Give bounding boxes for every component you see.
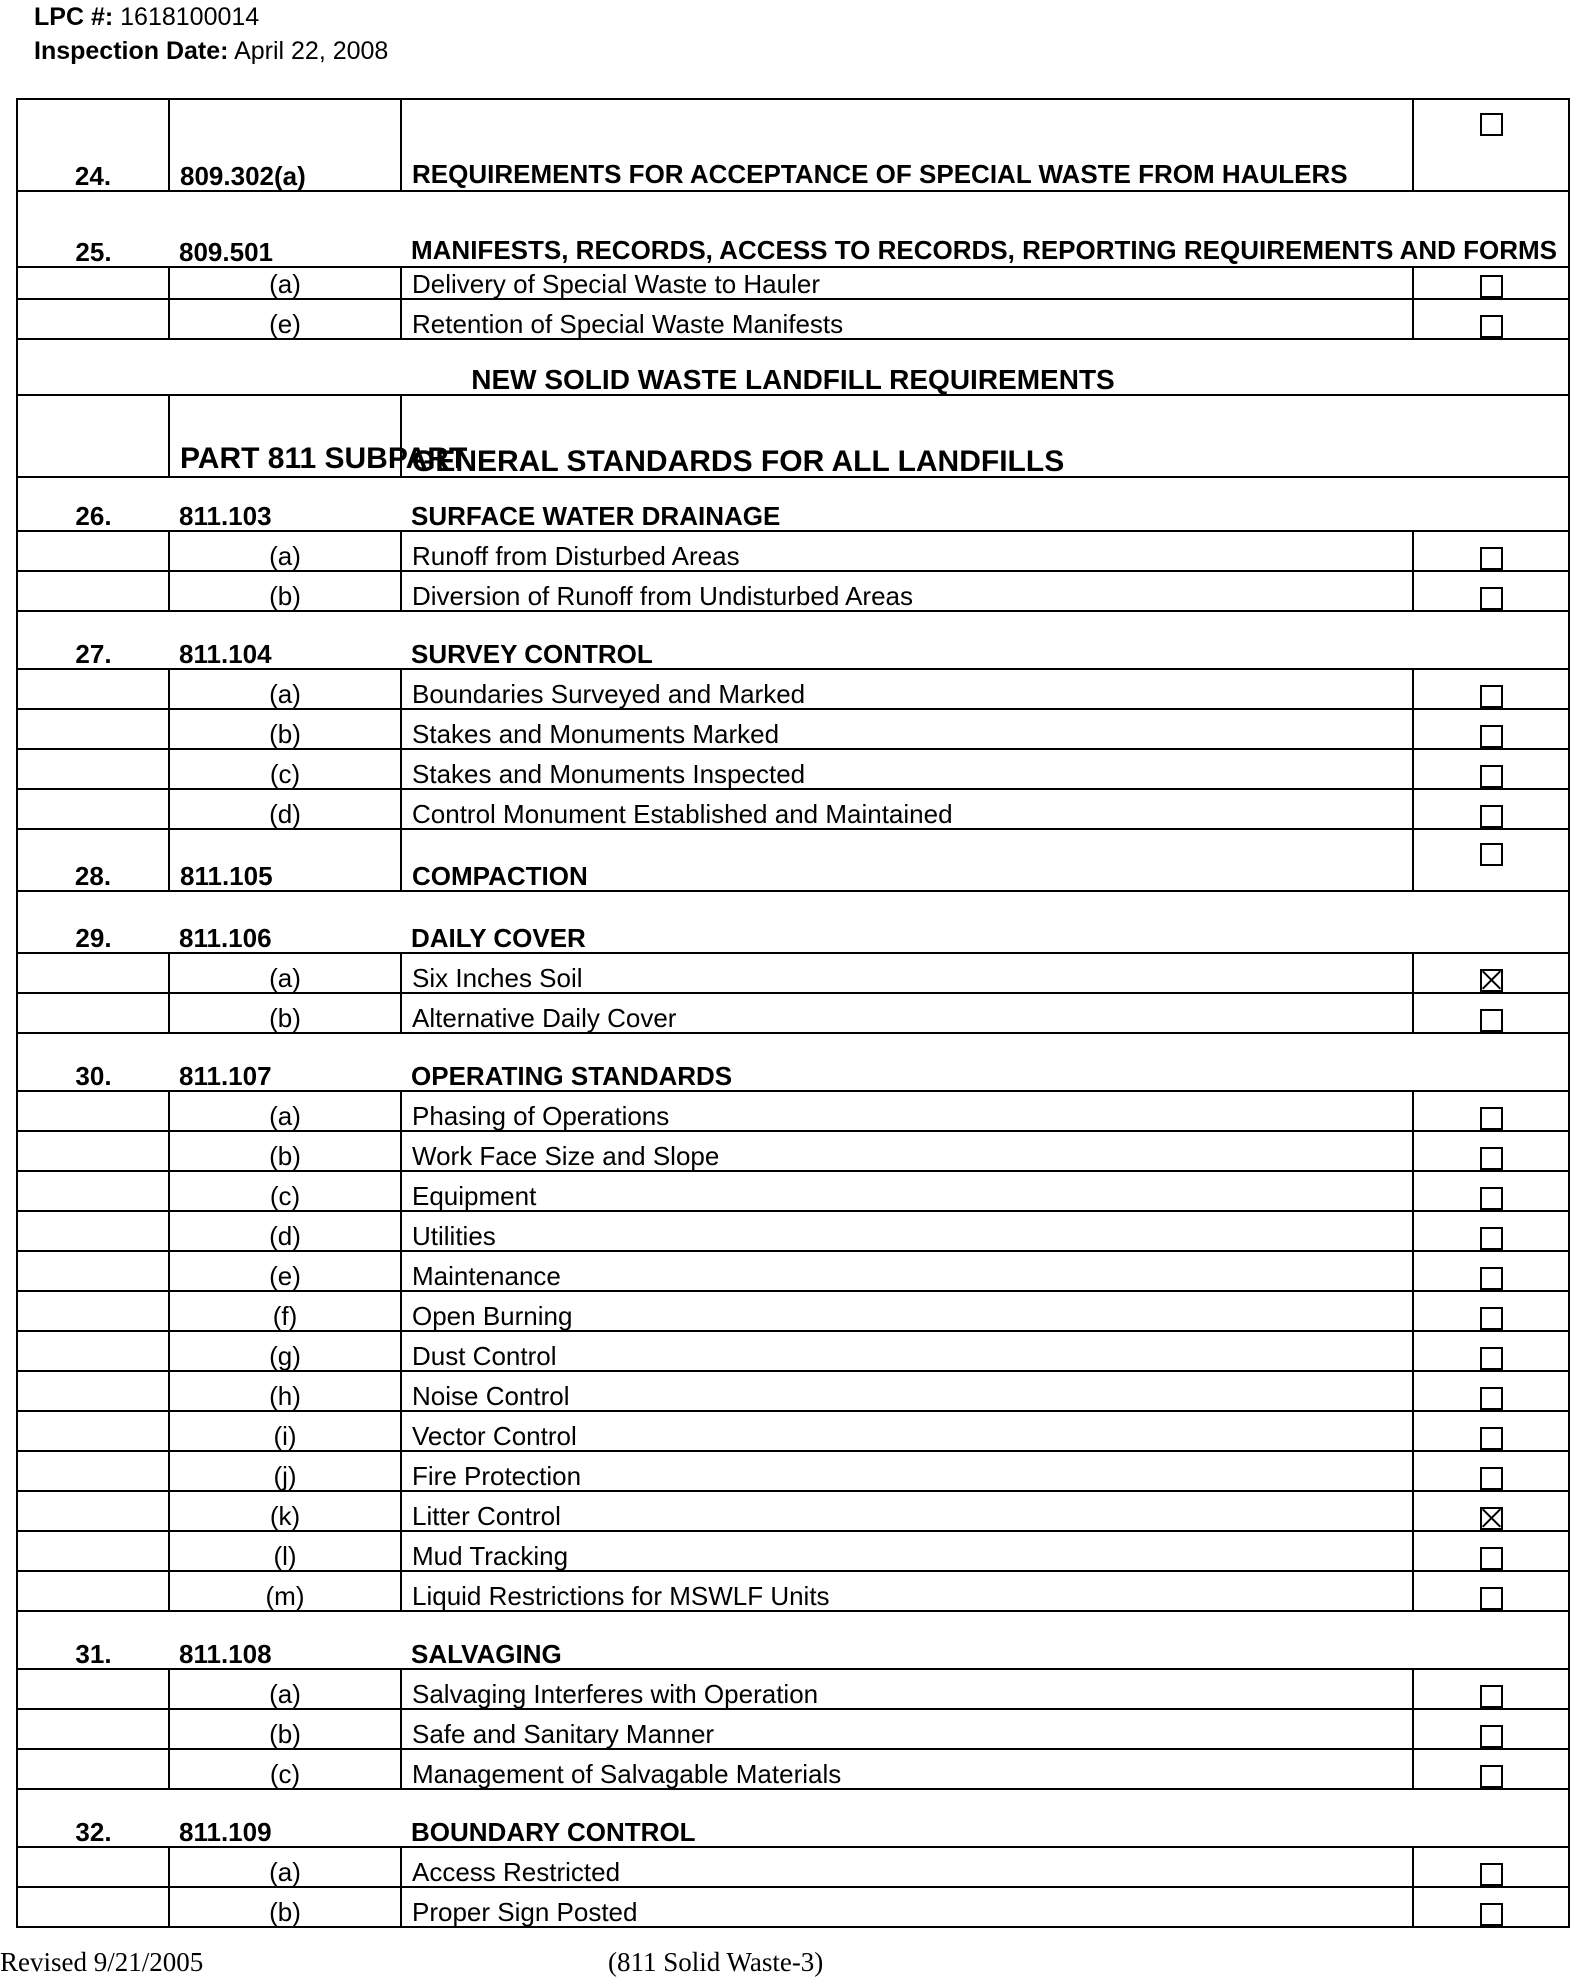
section-code: 811.108 bbox=[169, 1611, 401, 1669]
section-code: 811.104 bbox=[169, 611, 401, 669]
checkbox[interactable] bbox=[1480, 1009, 1503, 1032]
blank-cell bbox=[17, 993, 169, 1033]
checkbox[interactable] bbox=[1480, 587, 1503, 610]
table-row bbox=[17, 1131, 1569, 1171]
blank-cell bbox=[17, 709, 169, 749]
table-row bbox=[17, 191, 1569, 267]
item-title: REQUIREMENTS FOR ACCEPTANCE OF SPECIAL WASTE FROM HAULERS bbox=[401, 99, 1413, 191]
checkbox-cell bbox=[1413, 993, 1569, 1033]
table-row bbox=[17, 531, 1569, 571]
sub-item-label: (m) bbox=[169, 1571, 401, 1611]
checkbox-cell bbox=[1413, 1291, 1569, 1331]
sub-item-text: Phasing of Operations bbox=[401, 1091, 1413, 1131]
sub-item-label: (e) bbox=[169, 299, 401, 339]
section-code: 811.109 bbox=[169, 1789, 401, 1847]
checkbox[interactable] bbox=[1480, 1903, 1503, 1926]
table-row bbox=[17, 1451, 1569, 1491]
sub-item-label: (e) bbox=[169, 1251, 401, 1291]
table-row bbox=[17, 267, 1569, 299]
table-row bbox=[17, 789, 1569, 829]
sub-item-label: (a) bbox=[169, 1669, 401, 1709]
table-row bbox=[17, 1411, 1569, 1451]
checkbox-cell bbox=[1413, 829, 1569, 891]
checkbox[interactable] bbox=[1480, 765, 1503, 788]
item-number: 29. bbox=[17, 891, 169, 953]
table-row bbox=[17, 993, 1569, 1033]
checkbox-cell bbox=[1413, 1451, 1569, 1491]
lpc-number bbox=[34, 2, 259, 32]
blank-cell bbox=[17, 1371, 169, 1411]
checkbox[interactable] bbox=[1480, 1507, 1503, 1530]
sub-item-label: (j) bbox=[169, 1451, 401, 1491]
sub-item-text: Stakes and Monuments Inspected bbox=[401, 749, 1413, 789]
blank-cell bbox=[17, 1211, 169, 1251]
checkbox[interactable] bbox=[1480, 1187, 1503, 1210]
sub-item-text: Alternative Daily Cover bbox=[401, 993, 1413, 1033]
blank-cell bbox=[17, 1709, 169, 1749]
section-code: 811.103 bbox=[169, 477, 401, 531]
blank-cell bbox=[17, 531, 169, 571]
section-code: 811.105 bbox=[169, 829, 401, 891]
sub-item-label: (b) bbox=[169, 1131, 401, 1171]
sub-item-text: Utilities bbox=[401, 1211, 1413, 1251]
sub-item-text: Control Monument Established and Maintained bbox=[401, 789, 1413, 829]
checkbox[interactable] bbox=[1480, 1685, 1503, 1708]
table-row bbox=[17, 749, 1569, 789]
checkbox-cell bbox=[1413, 789, 1569, 829]
checkbox[interactable] bbox=[1480, 1227, 1503, 1250]
section-code: 809.501 bbox=[169, 191, 401, 267]
sub-item-label: (i) bbox=[169, 1411, 401, 1451]
checkbox[interactable] bbox=[1480, 1725, 1503, 1748]
blank-cell bbox=[17, 395, 169, 477]
checkbox-cell bbox=[1413, 1531, 1569, 1571]
table-row bbox=[17, 1669, 1569, 1709]
checkbox[interactable] bbox=[1480, 685, 1503, 708]
blank-cell bbox=[17, 1531, 169, 1571]
sub-item-label: (a) bbox=[169, 531, 401, 571]
checkbox-cell bbox=[1413, 1211, 1569, 1251]
checkbox-cell bbox=[1413, 709, 1569, 749]
checkbox[interactable] bbox=[1480, 1267, 1503, 1290]
checkbox-cell bbox=[1413, 1491, 1569, 1531]
checkbox[interactable] bbox=[1480, 1387, 1503, 1410]
page-reference: (811 Solid Waste-3) bbox=[608, 1947, 824, 1977]
sub-item-label: (b) bbox=[169, 993, 401, 1033]
sub-item-label: (b) bbox=[169, 571, 401, 611]
checkbox-cell bbox=[1413, 953, 1569, 993]
blank-cell bbox=[17, 1171, 169, 1211]
sub-item-text: Maintenance bbox=[401, 1251, 1413, 1291]
lpc-value: 1618100014 bbox=[120, 3, 260, 31]
blank-cell bbox=[17, 299, 169, 339]
sub-item-label: (l) bbox=[169, 1531, 401, 1571]
blank-cell bbox=[17, 1291, 169, 1331]
checkbox-cell bbox=[1413, 531, 1569, 571]
checkbox[interactable] bbox=[1480, 843, 1503, 866]
blank-cell bbox=[17, 749, 169, 789]
sub-item-text: Six Inches Soil bbox=[401, 953, 1413, 993]
table-row bbox=[17, 299, 1569, 339]
checkbox-cell bbox=[1413, 1571, 1569, 1611]
table-row bbox=[17, 709, 1569, 749]
blank-cell bbox=[17, 1669, 169, 1709]
sub-item-text: Diversion of Runoff from Undisturbed Areas bbox=[401, 571, 1413, 611]
item-title: DAILY COVER bbox=[401, 891, 1569, 953]
checkbox[interactable] bbox=[1480, 113, 1503, 136]
item-title: OPERATING STANDARDS bbox=[401, 1033, 1569, 1091]
checkbox-cell bbox=[1413, 299, 1569, 339]
sub-item-label: (h) bbox=[169, 1371, 401, 1411]
table-row bbox=[17, 395, 1569, 477]
sub-item-label: (a) bbox=[169, 1847, 401, 1887]
item-title: SURVEY CONTROL bbox=[401, 611, 1569, 669]
checkbox[interactable] bbox=[1480, 1427, 1503, 1450]
checkbox-cell bbox=[1413, 1749, 1569, 1789]
checkbox[interactable] bbox=[1480, 1347, 1503, 1370]
sub-item-text: Boundaries Surveyed and Marked bbox=[401, 669, 1413, 709]
item-number: 28. bbox=[17, 829, 169, 891]
checkbox[interactable] bbox=[1480, 805, 1503, 828]
checkbox[interactable] bbox=[1480, 1863, 1503, 1886]
checklist-table bbox=[16, 98, 1570, 1928]
blank-cell bbox=[17, 1411, 169, 1451]
sub-item-text: Noise Control bbox=[401, 1371, 1413, 1411]
blank-cell bbox=[17, 1491, 169, 1531]
blank-cell bbox=[17, 1451, 169, 1491]
blank-cell bbox=[17, 571, 169, 611]
checkbox[interactable] bbox=[1480, 725, 1503, 748]
checkbox-cell bbox=[1413, 99, 1569, 191]
checkbox-cell bbox=[1413, 571, 1569, 611]
inspection-date bbox=[34, 36, 388, 66]
table-row bbox=[17, 669, 1569, 709]
part-label: PART 811 SUBPART bbox=[169, 395, 401, 477]
table-row bbox=[17, 99, 1569, 191]
blank-cell bbox=[17, 789, 169, 829]
table-row bbox=[17, 1371, 1569, 1411]
sub-item-label: (d) bbox=[169, 1211, 401, 1251]
sub-item-text: Access Restricted bbox=[401, 1847, 1413, 1887]
sub-item-label: (a) bbox=[169, 669, 401, 709]
blank-cell bbox=[17, 1887, 169, 1927]
sub-item-text: Salvaging Interferes with Operation bbox=[401, 1669, 1413, 1709]
checkbox[interactable] bbox=[1480, 1547, 1503, 1570]
checkbox-cell bbox=[1413, 1091, 1569, 1131]
blank-cell bbox=[17, 1749, 169, 1789]
checkbox-cell bbox=[1413, 1131, 1569, 1171]
checkbox[interactable] bbox=[1480, 969, 1503, 992]
sub-item-text: Stakes and Monuments Marked bbox=[401, 709, 1413, 749]
blank-cell bbox=[17, 1131, 169, 1171]
blank-cell bbox=[17, 953, 169, 993]
sub-item-text: Work Face Size and Slope bbox=[401, 1131, 1413, 1171]
item-number: 31. bbox=[17, 1611, 169, 1669]
table-row bbox=[17, 477, 1569, 531]
inspection-checklist-form bbox=[16, 98, 1568, 1928]
table-row bbox=[17, 1331, 1569, 1371]
checkbox-cell bbox=[1413, 1371, 1569, 1411]
table-row bbox=[17, 1611, 1569, 1669]
blank-cell bbox=[17, 1091, 169, 1131]
sub-item-text: Fire Protection bbox=[401, 1451, 1413, 1491]
sub-item-label: (c) bbox=[169, 1171, 401, 1211]
sub-item-label: (a) bbox=[169, 267, 401, 299]
sub-item-label: (k) bbox=[169, 1491, 401, 1531]
checkbox-cell bbox=[1413, 267, 1569, 299]
item-title: BOUNDARY CONTROL bbox=[401, 1789, 1569, 1847]
checkbox-cell bbox=[1413, 1709, 1569, 1749]
sub-item-label: (c) bbox=[169, 1749, 401, 1789]
checkbox[interactable] bbox=[1480, 547, 1503, 570]
checkbox-cell bbox=[1413, 1887, 1569, 1927]
table-row bbox=[17, 891, 1569, 953]
section-code: 809.302(a) bbox=[169, 99, 401, 191]
sub-item-text: Proper Sign Posted bbox=[401, 1887, 1413, 1927]
sub-item-text: Liquid Restrictions for MSWLF Units bbox=[401, 1571, 1413, 1611]
section-code: 811.107 bbox=[169, 1033, 401, 1091]
part-title: GENERAL STANDARDS FOR ALL LANDFILLS bbox=[401, 395, 1569, 477]
table-row bbox=[17, 1171, 1569, 1211]
item-number: 24. bbox=[17, 99, 169, 191]
blank-cell bbox=[17, 267, 169, 299]
checkbox[interactable] bbox=[1480, 315, 1503, 338]
table-row bbox=[17, 1211, 1569, 1251]
sub-item-label: (b) bbox=[169, 709, 401, 749]
sub-item-label: (b) bbox=[169, 1709, 401, 1749]
blank-cell bbox=[17, 1331, 169, 1371]
checkbox-cell bbox=[1413, 1669, 1569, 1709]
table-row bbox=[17, 1033, 1569, 1091]
section-banner: NEW SOLID WASTE LANDFILL REQUIREMENTS bbox=[17, 339, 1569, 395]
checkbox[interactable] bbox=[1480, 275, 1503, 298]
section-code: 811.106 bbox=[169, 891, 401, 953]
item-title: SURFACE WATER DRAINAGE bbox=[401, 477, 1569, 531]
table-row bbox=[17, 1091, 1569, 1131]
table-row bbox=[17, 1491, 1569, 1531]
table-row bbox=[17, 1749, 1569, 1789]
checkbox[interactable] bbox=[1480, 1467, 1503, 1490]
lpc-label: LPC #: bbox=[34, 3, 114, 31]
table-row bbox=[17, 611, 1569, 669]
checkbox-cell bbox=[1413, 1251, 1569, 1291]
item-number: 26. bbox=[17, 477, 169, 531]
table-row bbox=[17, 953, 1569, 993]
item-number: 25. bbox=[17, 191, 169, 267]
sub-item-text: Equipment bbox=[401, 1171, 1413, 1211]
table-row bbox=[17, 1709, 1569, 1749]
sub-item-text: Mud Tracking bbox=[401, 1531, 1413, 1571]
table-row bbox=[17, 339, 1569, 395]
checkbox-cell bbox=[1413, 1847, 1569, 1887]
item-title: SALVAGING bbox=[401, 1611, 1569, 1669]
inspection-date-value: April 22, 2008 bbox=[234, 37, 389, 65]
checkbox[interactable] bbox=[1480, 1587, 1503, 1610]
sub-item-label: (d) bbox=[169, 789, 401, 829]
blank-cell bbox=[17, 1847, 169, 1887]
table-row bbox=[17, 1291, 1569, 1331]
sub-item-text: Vector Control bbox=[401, 1411, 1413, 1451]
table-row bbox=[17, 1251, 1569, 1291]
table-row bbox=[17, 1887, 1569, 1927]
checkbox[interactable] bbox=[1480, 1107, 1503, 1130]
checkbox-cell bbox=[1413, 669, 1569, 709]
sub-item-text: Dust Control bbox=[401, 1331, 1413, 1371]
checkbox[interactable] bbox=[1480, 1765, 1503, 1788]
blank-cell bbox=[17, 1571, 169, 1611]
sub-item-label: (f) bbox=[169, 1291, 401, 1331]
sub-item-text: Management of Salvagable Materials bbox=[401, 1749, 1413, 1789]
checkbox-cell bbox=[1413, 749, 1569, 789]
checkbox[interactable] bbox=[1480, 1307, 1503, 1330]
table-row bbox=[17, 1847, 1569, 1887]
sub-item-label: (c) bbox=[169, 749, 401, 789]
revised-date: Revised 9/21/2005 bbox=[0, 1947, 204, 1977]
sub-item-text: Retention of Special Waste Manifests bbox=[401, 299, 1413, 339]
sub-item-text: Litter Control bbox=[401, 1491, 1413, 1531]
table-row bbox=[17, 1571, 1569, 1611]
item-title: COMPACTION bbox=[401, 829, 1413, 891]
sub-item-label: (b) bbox=[169, 1887, 401, 1927]
inspection-date-label: Inspection Date: bbox=[34, 37, 229, 65]
table-row bbox=[17, 571, 1569, 611]
table-row bbox=[17, 1789, 1569, 1847]
item-number: 32. bbox=[17, 1789, 169, 1847]
table-row bbox=[17, 1531, 1569, 1571]
blank-cell bbox=[17, 669, 169, 709]
item-title: MANIFESTS, RECORDS, ACCESS TO RECORDS, REPORTING REQUIREMENTS AND FORMS bbox=[401, 191, 1569, 267]
blank-cell bbox=[17, 1251, 169, 1291]
item-number: 27. bbox=[17, 611, 169, 669]
sub-item-label: (a) bbox=[169, 1091, 401, 1131]
sub-item-text: Open Burning bbox=[401, 1291, 1413, 1331]
table-row bbox=[17, 829, 1569, 891]
sub-item-text: Runoff from Disturbed Areas bbox=[401, 531, 1413, 571]
item-number: 30. bbox=[17, 1033, 169, 1091]
sub-item-label: (a) bbox=[169, 953, 401, 993]
checkbox-cell bbox=[1413, 1411, 1569, 1451]
sub-item-text: Delivery of Special Waste to Hauler bbox=[401, 267, 1413, 299]
checkbox-cell bbox=[1413, 1331, 1569, 1371]
sub-item-label: (g) bbox=[169, 1331, 401, 1371]
checkbox[interactable] bbox=[1480, 1147, 1503, 1170]
checkbox-cell bbox=[1413, 1171, 1569, 1211]
sub-item-text: Safe and Sanitary Manner bbox=[401, 1709, 1413, 1749]
